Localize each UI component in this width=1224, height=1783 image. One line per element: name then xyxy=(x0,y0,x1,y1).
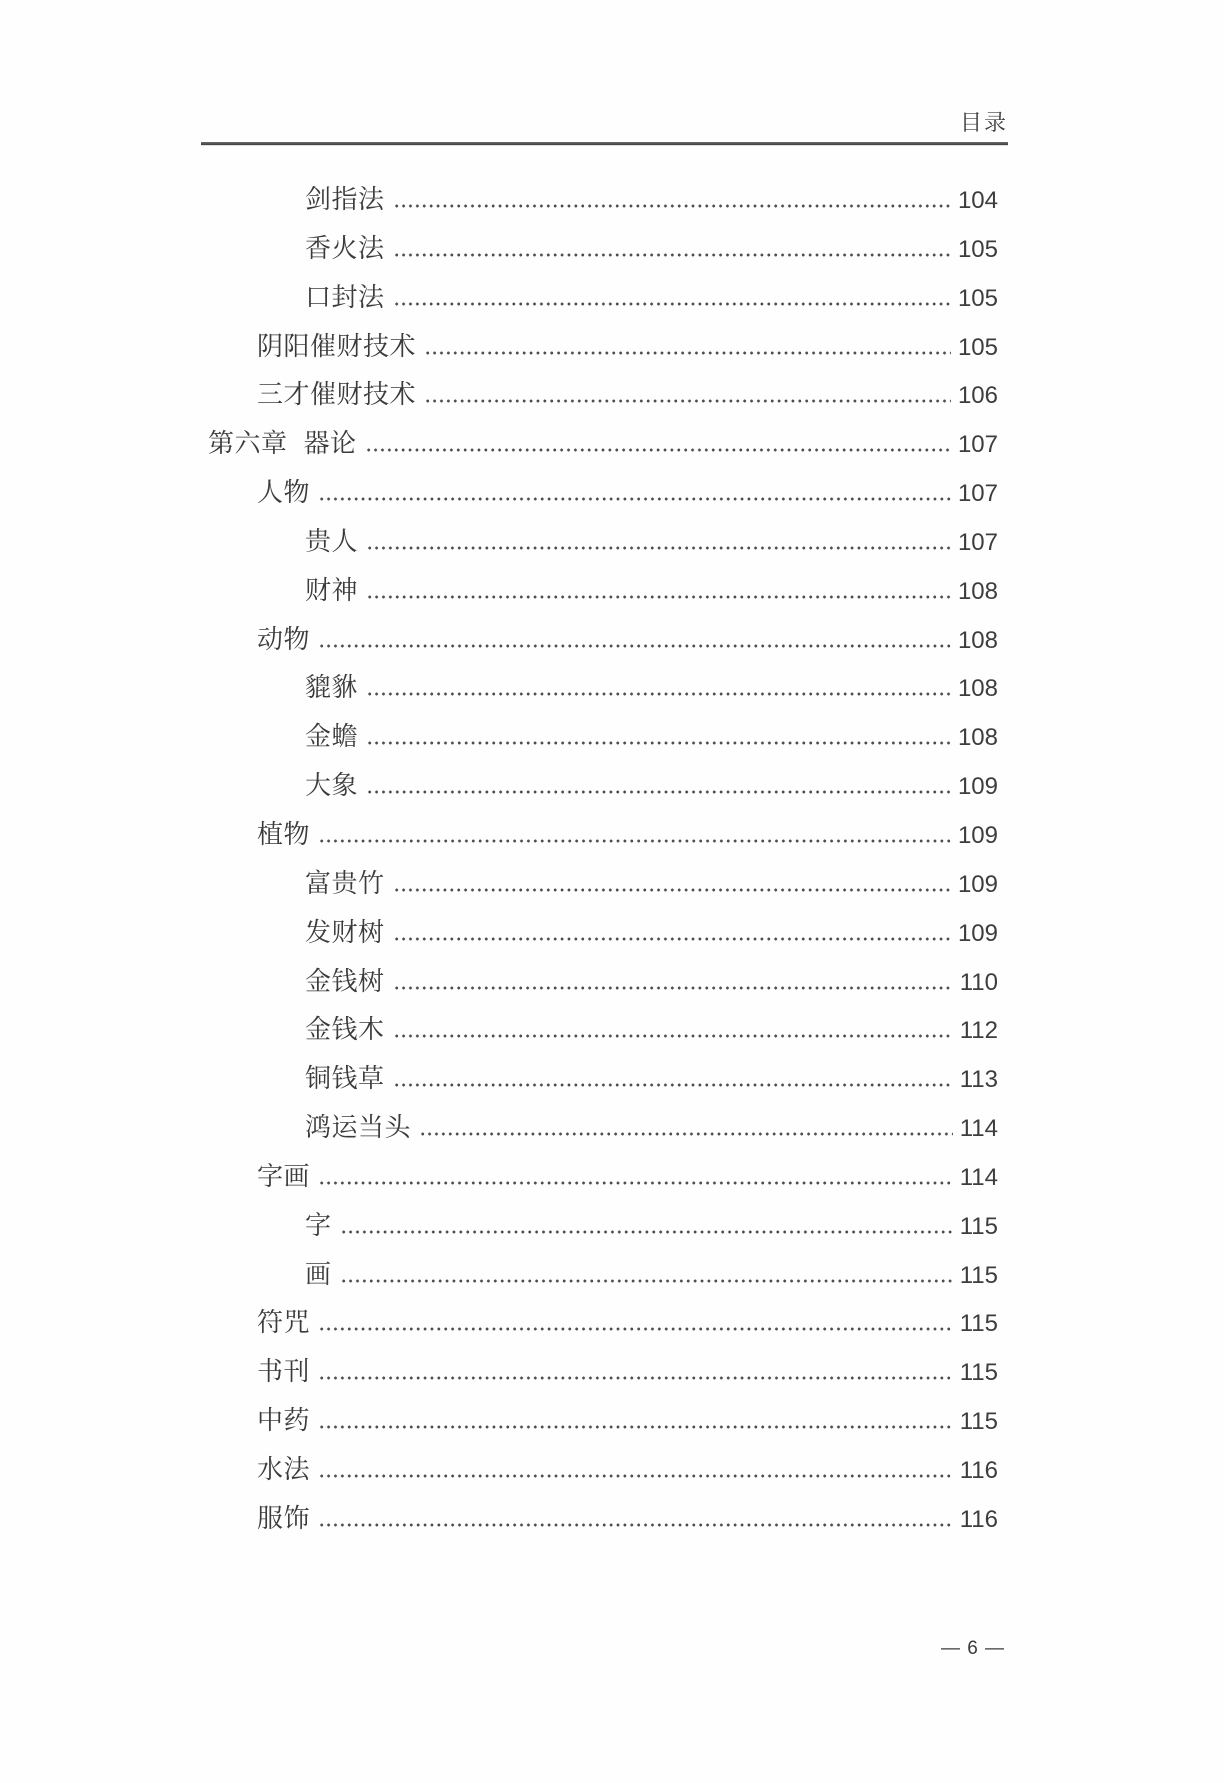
toc-entry-page: 109 xyxy=(957,870,998,898)
toc-entry-label: 贵人 xyxy=(305,526,359,556)
toc-entry-label: 画 xyxy=(305,1259,332,1289)
toc-list xyxy=(208,176,998,1544)
toc-entry xyxy=(208,664,998,713)
toc-entry xyxy=(208,1495,998,1544)
toc-entry-page: 113 xyxy=(959,1066,998,1094)
toc-entry xyxy=(208,860,998,909)
toc-entry xyxy=(208,958,998,1007)
toc-dot-leader xyxy=(342,1230,953,1234)
toc-entry-label: 财神 xyxy=(305,575,359,605)
toc-dot-leader xyxy=(368,595,951,599)
toc-dot-leader xyxy=(395,204,951,208)
toc-entry-label: 字 xyxy=(305,1210,332,1240)
toc-entry-label: 口封法 xyxy=(305,282,385,312)
toc-dot-leader xyxy=(320,1181,953,1185)
toc-dot-leader xyxy=(320,1376,953,1380)
toc-dot-leader xyxy=(368,741,951,745)
toc-dot-leader xyxy=(426,351,951,355)
toc-entry-label: 香火法 xyxy=(305,233,385,263)
toc-entry-label: 三才催财技术 xyxy=(257,380,417,410)
toc-entry xyxy=(208,616,998,665)
toc-entry-page: 108 xyxy=(957,626,998,654)
toc-entry xyxy=(208,1006,998,1055)
toc-entry-label: 金钱木 xyxy=(305,1015,385,1045)
toc-dot-leader xyxy=(320,1523,953,1527)
toc-entry xyxy=(208,420,998,469)
toc-entry-page: 108 xyxy=(957,724,998,752)
toc-entry-page: 114 xyxy=(959,1163,998,1191)
toc-entry xyxy=(208,1348,998,1397)
toc-dot-leader xyxy=(342,1279,953,1283)
toc-dot-leader xyxy=(395,253,951,257)
toc-entry-page: 105 xyxy=(957,235,998,263)
toc-dot-leader xyxy=(320,1474,953,1478)
toc-entry-page: 109 xyxy=(957,821,998,849)
toc-entry xyxy=(208,1055,998,1104)
toc-entry-label: 第六章 器论 xyxy=(208,429,357,459)
toc-dot-leader xyxy=(367,448,951,452)
toc-dot-leader xyxy=(368,692,951,696)
toc-entry-label: 阴阳催财技术 xyxy=(257,331,417,361)
toc-dot-leader xyxy=(320,1425,953,1429)
toc-dot-leader xyxy=(395,888,951,892)
page-header xyxy=(201,108,1008,141)
toc-entry-label: 富贵竹 xyxy=(305,868,385,898)
toc-entry-page: 112 xyxy=(959,1017,998,1045)
toc-entry-page: 108 xyxy=(957,577,998,605)
toc-entry xyxy=(208,1202,998,1251)
toc-entry-page: 105 xyxy=(957,333,998,361)
toc-entry-label: 植物 xyxy=(257,819,311,849)
toc-entry xyxy=(208,762,998,811)
toc-entry xyxy=(208,323,998,372)
toc-entry xyxy=(208,567,998,616)
toc-entry-label: 发财树 xyxy=(305,917,385,947)
toc-entry xyxy=(208,469,998,518)
toc-entry-label: 动物 xyxy=(257,624,311,654)
toc-dot-leader xyxy=(320,497,951,501)
toc-entry-label: 水法 xyxy=(257,1454,311,1484)
toc-entry-label: 服饰 xyxy=(257,1503,311,1533)
toc-entry xyxy=(208,274,998,323)
toc-entry-label: 鸿运当头 xyxy=(305,1113,412,1143)
toc-entry-page: 109 xyxy=(957,919,998,947)
toc-entry xyxy=(208,176,998,225)
toc-entry-label: 人物 xyxy=(257,478,311,508)
toc-dot-leader xyxy=(320,644,951,648)
toc-entry xyxy=(208,811,998,860)
toc-dot-leader xyxy=(395,937,951,941)
toc-entry-page: 116 xyxy=(959,1505,998,1533)
toc-entry-page: 104 xyxy=(957,187,998,214)
toc-entry xyxy=(208,1397,998,1446)
toc-entry-label: 金蟾 xyxy=(305,722,359,752)
toc-dot-leader xyxy=(368,790,951,794)
toc-dot-leader xyxy=(320,1327,953,1331)
toc-entry-page: 107 xyxy=(957,480,998,508)
toc-entry-page: 106 xyxy=(957,382,998,410)
toc-entry-label: 剑指法 xyxy=(305,185,385,214)
toc-entry-page: 115 xyxy=(959,1310,998,1338)
toc-entry-page: 108 xyxy=(957,675,998,703)
toc-dot-leader xyxy=(395,1034,953,1038)
toc-dot-leader xyxy=(320,839,951,843)
toc-entry xyxy=(208,1299,998,1348)
toc-entry-page: 109 xyxy=(957,773,998,801)
toc-entry-page: 115 xyxy=(959,1212,998,1240)
toc-entry-label: 书刊 xyxy=(257,1357,311,1387)
toc-dot-leader xyxy=(395,302,951,306)
toc-entry xyxy=(208,1446,998,1495)
toc-entry xyxy=(208,225,998,274)
toc-entry xyxy=(208,371,998,420)
toc-entry-label: 铜钱草 xyxy=(305,1064,385,1094)
page-title: 目录 xyxy=(959,110,1008,135)
footer-page-number: — 6 — xyxy=(940,1638,1006,1659)
toc-dot-leader xyxy=(395,1083,953,1087)
toc-entry-label: 金钱树 xyxy=(305,966,385,996)
toc-entry xyxy=(208,909,998,958)
toc-dot-leader xyxy=(421,1132,953,1136)
toc-dot-leader xyxy=(426,399,951,403)
toc-entry-page: 115 xyxy=(959,1359,998,1387)
toc-entry-page: 116 xyxy=(959,1456,998,1484)
toc-entry xyxy=(208,518,998,567)
toc-entry-page: 107 xyxy=(957,431,998,459)
toc-entry xyxy=(208,1104,998,1153)
toc-entry-page: 114 xyxy=(959,1115,998,1143)
header-rule xyxy=(201,142,1008,145)
toc-entry-label: 中药 xyxy=(257,1406,311,1436)
toc-entry xyxy=(208,713,998,762)
toc-entry-page: 107 xyxy=(957,528,998,556)
toc-entry xyxy=(208,1251,998,1300)
toc-dot-leader xyxy=(368,546,951,550)
toc-entry xyxy=(208,1153,998,1202)
toc-entry-label: 貔貅 xyxy=(305,673,359,703)
toc-entry-page: 105 xyxy=(957,284,998,312)
toc-entry-label: 符咒 xyxy=(257,1308,311,1338)
page-footer xyxy=(918,1638,1028,1660)
toc-entry-page: 115 xyxy=(959,1408,998,1436)
toc-entry-page: 115 xyxy=(959,1261,998,1289)
toc-entry-label: 大象 xyxy=(305,771,359,801)
toc-dot-leader xyxy=(395,986,953,990)
toc-entry-page: 110 xyxy=(959,968,998,996)
toc-entry-label: 字画 xyxy=(257,1161,311,1191)
